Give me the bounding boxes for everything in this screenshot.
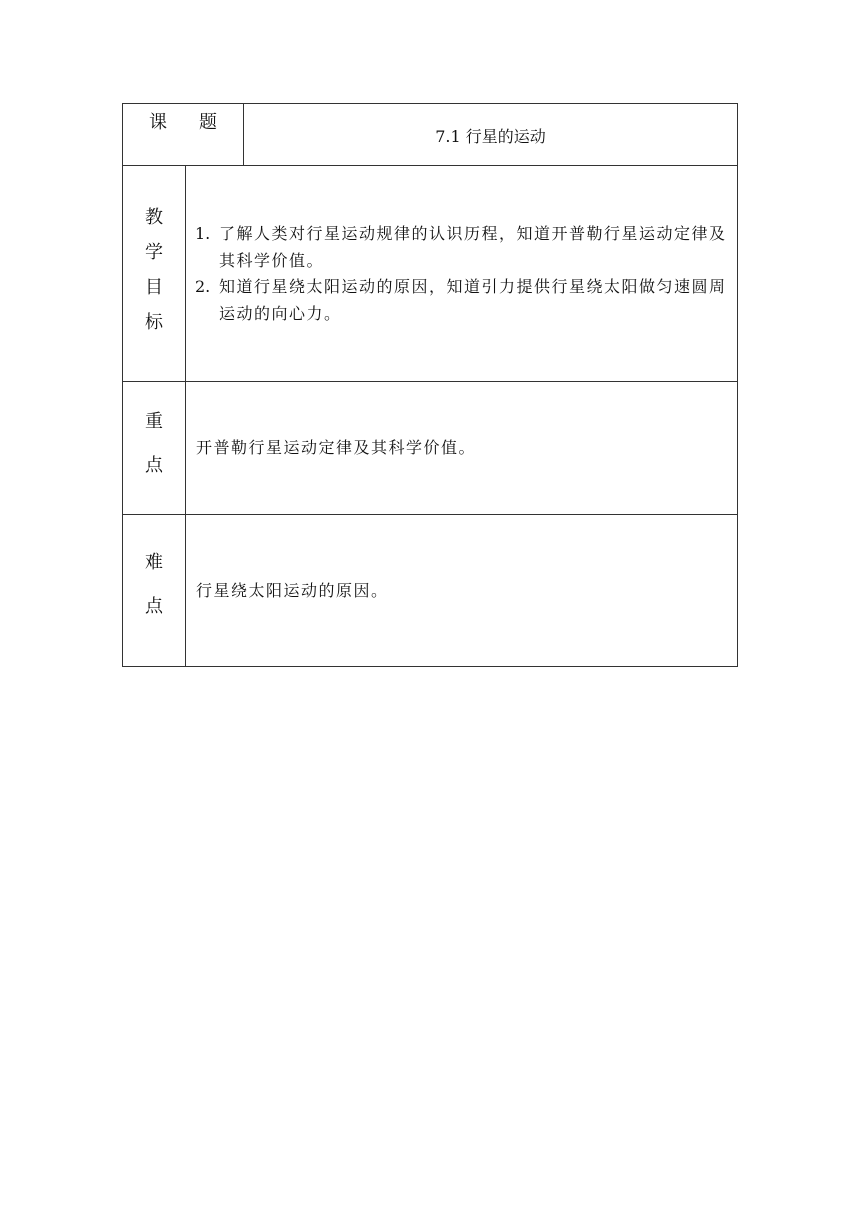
goals-label-char: 学 bbox=[145, 242, 163, 263]
goal-item bbox=[195, 221, 729, 274]
goal-text: 了解人类对行星运动规律的认识历程，知道开普勒行星运动定律及其科学价值。 bbox=[219, 224, 727, 270]
goals-row bbox=[123, 166, 737, 382]
lesson-plan-table bbox=[122, 103, 738, 667]
hard-label-char: 点 bbox=[145, 596, 163, 617]
key-points-row bbox=[123, 382, 737, 515]
hard-label-cell bbox=[123, 515, 186, 666]
lesson-title: 7.1 行星的运动 bbox=[435, 127, 546, 146]
difficult-points-text: 行星绕太阳运动的原因。 bbox=[196, 581, 389, 600]
goal-item bbox=[195, 274, 729, 327]
goals-content bbox=[186, 166, 737, 381]
hard-label-char: 难 bbox=[145, 552, 163, 573]
goal-number: 2. bbox=[195, 277, 211, 296]
goal-number: 1. bbox=[195, 224, 211, 243]
key-label-cell bbox=[123, 382, 186, 514]
key-points-text: 开普勒行星运动定律及其科学价值。 bbox=[196, 438, 477, 457]
key-label-char: 点 bbox=[145, 455, 163, 476]
goals-label-char: 教 bbox=[145, 207, 163, 228]
goals-label-char: 目 bbox=[145, 277, 163, 298]
goals-label-cell bbox=[123, 166, 186, 381]
title-row bbox=[123, 104, 737, 166]
title-label-cell bbox=[123, 104, 244, 165]
goal-text: 知道行星绕太阳运动的原因，知道引力提供行星绕太阳做匀速圆周运动的向心力。 bbox=[219, 277, 727, 323]
title-label-char: 课 bbox=[149, 112, 167, 133]
difficult-points-row bbox=[123, 515, 737, 666]
key-label-char: 重 bbox=[145, 411, 163, 432]
goals-label-char: 标 bbox=[145, 312, 163, 333]
title-label-char: 题 bbox=[199, 112, 217, 133]
